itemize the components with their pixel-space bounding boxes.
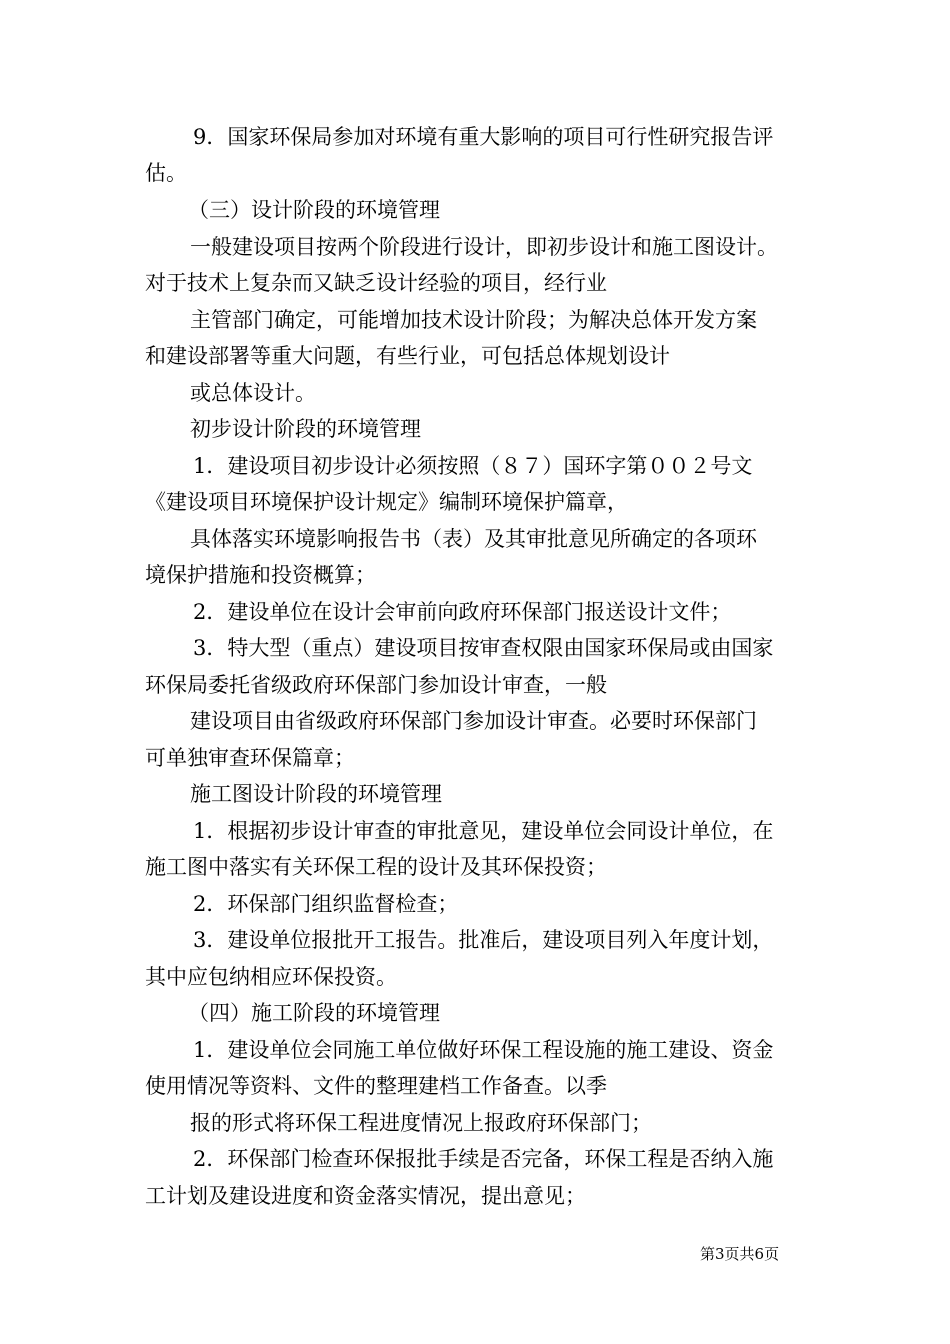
text-line: 施工图中落实有关环保工程的设计及其环保投资； xyxy=(145,855,607,879)
text-line: 报的形式将环保工程进度情况上报政府环保部门； xyxy=(190,1111,652,1135)
text-line: 其中应包纳相应环保投资。 xyxy=(145,965,397,989)
text-line: 和建设部署等重大问题，有些行业，可包括总体规划设计 xyxy=(145,344,670,368)
text-line: 境保护措施和投资概算； xyxy=(145,563,376,587)
text-line: 估。 xyxy=(145,161,187,185)
text-line: 《建设项目环境保护设计规定》编制环境保护篇章， xyxy=(145,490,628,514)
text-line: 2．环保部门组织监督检查； xyxy=(193,892,459,916)
page-number: 第3页共6页 xyxy=(700,1245,780,1263)
text-line: 工计划及建设进度和资金落实情况，提出意见； xyxy=(145,1184,586,1208)
text-line: 可单独审查环保篇章； xyxy=(145,746,355,770)
text-line: 1．建设项目初步设计必须按照（８７）国环字第００２号文 xyxy=(193,454,753,478)
section-heading: （三）设计阶段的环境管理 xyxy=(188,198,440,222)
text-line: 环保局委托省级政府环保部门参加设计审查，一般 xyxy=(145,673,607,697)
text-line: 3．建设单位报批开工报告。批准后，建设项目列入年度计划， xyxy=(193,928,774,952)
text-line: 9．国家环保局参加对环境有重大影响的项目可行性研究报告评 xyxy=(193,125,774,149)
text-line: 2．环保部门检查环保报批手续是否完备，环保工程是否纳入施 xyxy=(193,1147,774,1171)
text-line: 使用情况等资料、文件的整理建档工作备查。以季 xyxy=(145,1074,607,1098)
subsection-heading: 初步设计阶段的环境管理 xyxy=(190,417,421,441)
text-line: 主管部门确定，可能增加技术设计阶段；为解决总体开发方案 xyxy=(190,308,757,332)
text-line: 1．建设单位会同施工单位做好环保工程设施的施工建设、资金 xyxy=(193,1038,774,1062)
text-line: 一般建设项目按两个阶段进行设计，即初步设计和施工图设计。 xyxy=(190,235,778,259)
text-line: 建设项目由省级政府环保部门参加设计审查。必要时环保部门 xyxy=(190,709,757,733)
text-line: 1．根据初步设计审查的审批意见，建设单位会同设计单位，在 xyxy=(193,819,774,843)
text-line: 对于技术上复杂而又缺乏设计经验的项目，经行业 xyxy=(145,271,607,295)
text-line: 具体落实环境影响报告书（表）及其审批意见所确定的各项环 xyxy=(190,527,757,551)
section-heading: （四）施工阶段的环境管理 xyxy=(188,1001,440,1025)
subsection-heading: 施工图设计阶段的环境管理 xyxy=(190,782,442,806)
text-line: 3．特大型（重点）建设项目按审查权限由国家环保局或由国家 xyxy=(193,636,774,660)
text-line: 或总体设计。 xyxy=(190,381,316,405)
text-line: 2．建设单位在设计会审前向政府环保部门报送设计文件； xyxy=(193,600,732,624)
